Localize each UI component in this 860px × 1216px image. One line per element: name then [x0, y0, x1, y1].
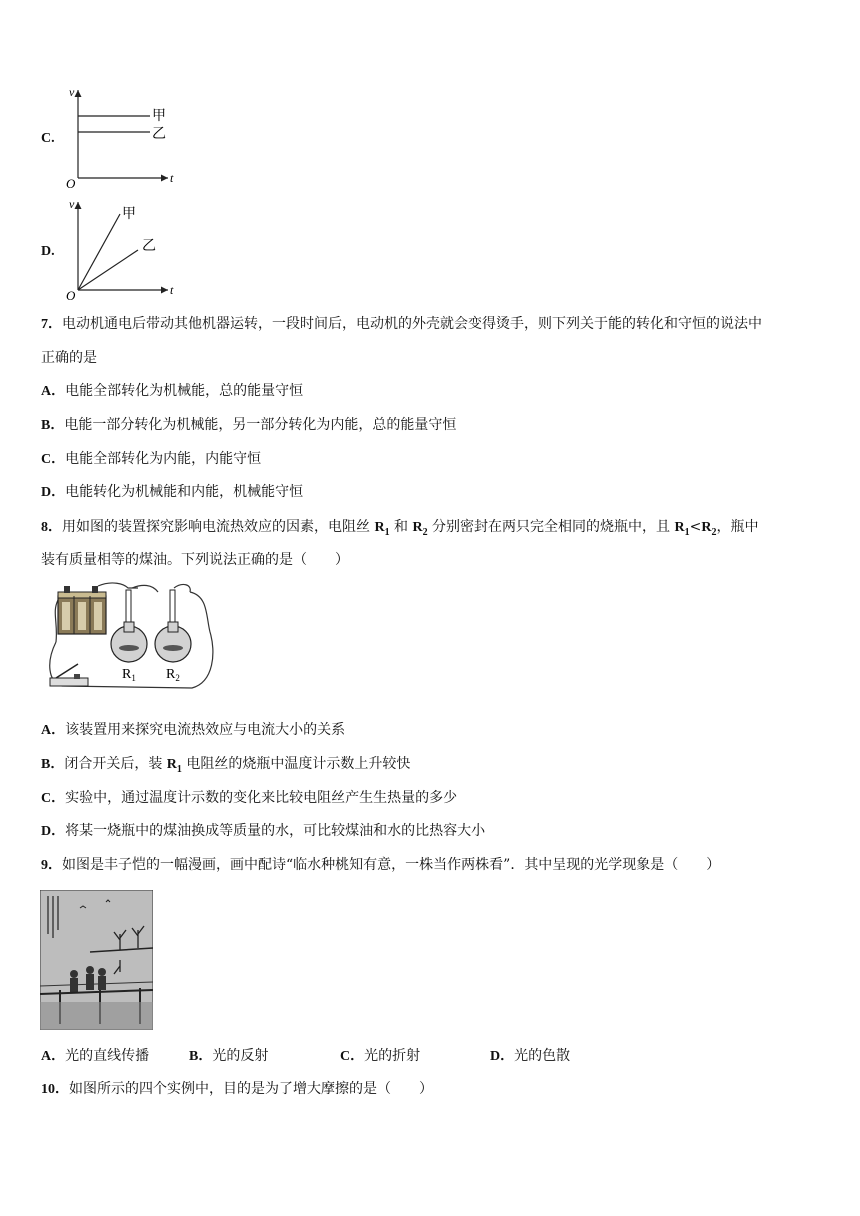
option-c-label-yi: 乙 [152, 127, 166, 142]
q8-stem-line2: 装有质量相等的煤油。下列说法正确的是（ ） [41, 552, 349, 568]
flask-r2-icon [155, 622, 191, 662]
q10-stem: 10．如图所示的四个实例中，目的是为了增大摩擦的是（ ） [41, 1081, 433, 1097]
option-c-label-jia: 甲 [152, 109, 166, 124]
q7-option-b: B．电能一部分转化为机械能，另一部分转化为内能，总的能量守恒 [41, 417, 457, 433]
option-d-origin: O [66, 288, 76, 303]
option-d-label-yi: 乙 [142, 239, 156, 254]
q7-stem-line1: 7．电动机通电后带动其他机器运转，一段时间后，电动机的外壳就会变得烫手，则下列关于能的转化和守恒的说法中 [41, 316, 762, 332]
q7-option-a: A．电能全部转化为机械能，总的能量守恒 [41, 383, 304, 399]
q9-option-d: D．光的色散 [490, 1048, 571, 1064]
q9-option-c: C．光的折射 [340, 1048, 421, 1064]
option-c-letter: C. [41, 131, 55, 146]
q8-option-b: B．闭合开关后，装 $R_1$ 电阻丝的烧瓶中温度计示数上升较快 [41, 756, 411, 775]
q8-circuit-figure [42, 582, 216, 694]
option-d-label-jia: 甲 [122, 207, 136, 222]
switch-icon [50, 664, 88, 686]
option-d-line-jia [78, 214, 120, 290]
option-d-graph [60, 196, 180, 304]
q7-option-d: D．电能转化为机械能和内能，机械能守恒 [41, 484, 304, 500]
q7-stem-line2: 正确的是 [41, 350, 97, 366]
battery-icon [58, 586, 106, 634]
q8-option-a: A．该装置用来探究电流热效应与电流大小的关系 [41, 722, 346, 738]
q9-cartoon-image [40, 890, 153, 1030]
q9-number: 9． [41, 858, 62, 873]
q9-stem: 9．如图是丰子恺的一幅漫画，画中配诗“临水种桃知有意，一株当作两株看”．其中呈现的光学现象是（ ） [41, 857, 721, 873]
q8-number: 8． [41, 520, 62, 535]
figure-label-r2: $R_2$ [166, 667, 180, 683]
option-d-letter: D. [41, 244, 55, 259]
option-c-axis-v: v [69, 85, 75, 99]
q7-number: 7． [41, 317, 62, 332]
q8-option-d: D．将某一烧瓶中的煤油换成等质量的水，可比较煤油和水的比热容大小 [41, 823, 486, 839]
q8-option-c: C．实验中，通过温度计示数的变化来比较电阻丝产生生热量的多少 [41, 790, 458, 806]
q8-stem-line1: 8．用如图的装置探究影响电流热效应的因素，电阻丝 $R_1$ 和 $R_2$ 分别密封在两只完全相同的烧瓶中，且 $R_1<R_2$，瓶中 [41, 519, 759, 538]
option-c-origin: O [66, 176, 76, 191]
q9-option-b: B．光的反射 [189, 1048, 269, 1064]
option-c-axis-t: t [170, 171, 174, 185]
option-d-line-yi [78, 250, 138, 290]
option-c-graph [60, 84, 180, 192]
figure-label-r1: $R_1$ [122, 667, 136, 683]
q10-number: 10． [41, 1082, 69, 1097]
q7-option-c: C．电能全部转化为内能，内能守恒 [41, 451, 262, 467]
option-d-axis-v: v [69, 197, 75, 211]
q9-option-a: A．光的直线传播 [41, 1048, 150, 1064]
flask-r1-icon [111, 622, 147, 662]
option-d-axis-t: t [170, 283, 174, 297]
